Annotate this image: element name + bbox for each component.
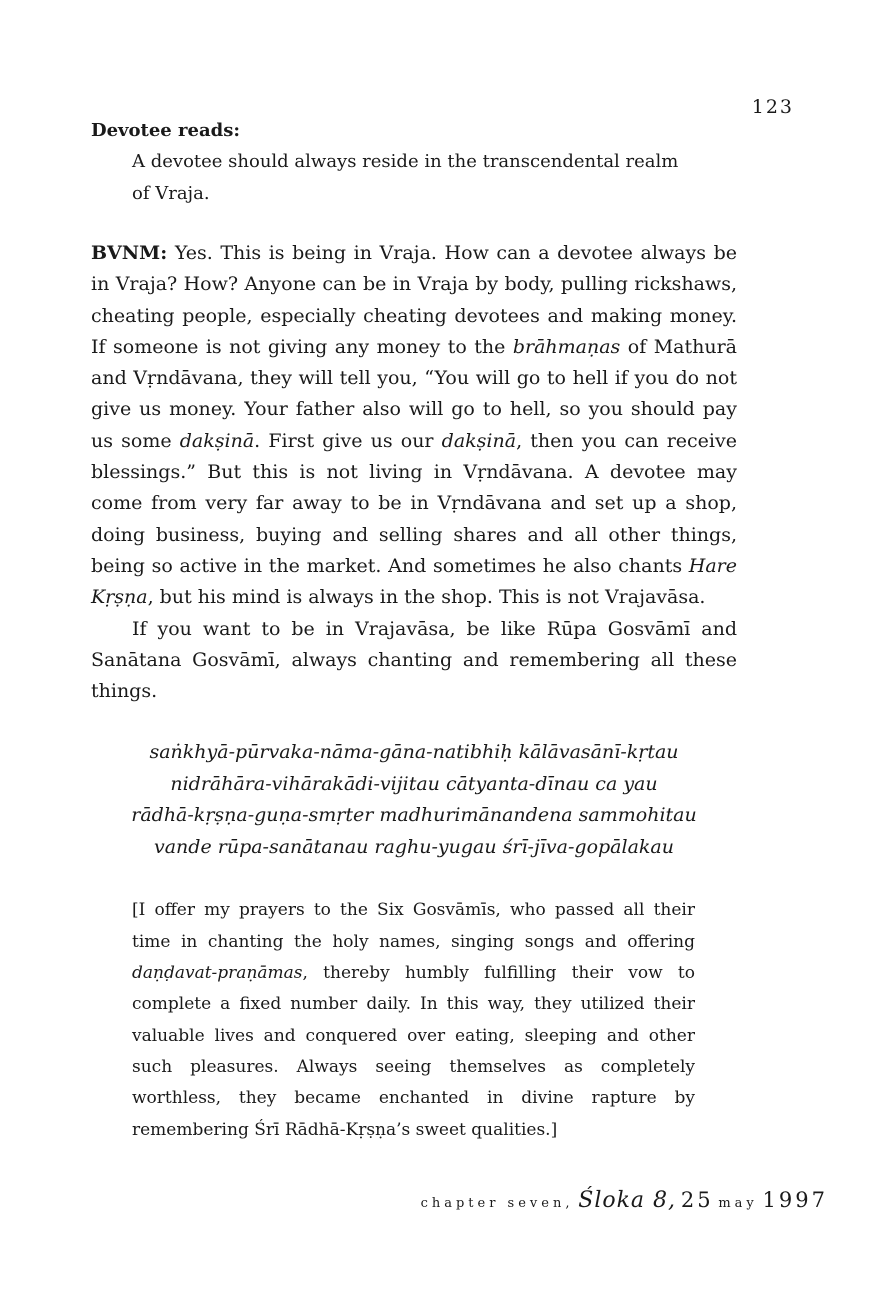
footer-sloka: Śloka 8, — [578, 1188, 677, 1213]
italic-term: brāhmaṇas — [512, 335, 621, 358]
main-text — [91, 238, 737, 707]
paragraph-text: of Mathurā and Vṛndāvana, they will tell you, “You will go to hell if you do not give us money. Your father also will go to hell, so you should pay us some — [91, 335, 737, 452]
verse-translation — [132, 895, 695, 1145]
paragraph-text: Yes. This is being in Vraja. How can a devotee always be in Vraja? How? Anyone can be in Vraja by body, pulling rickshaws, cheating people, especially cheating devotees and making money. If someone is not giving any money to the — [91, 242, 737, 358]
devotee-quote-line-1: A devotee should always reside in the transcendental realm — [132, 151, 679, 172]
devotee-quote-line-2: of Vraja. — [132, 183, 210, 204]
paragraph-text: , then you can receive blessings.” But this is not living in Vṛndāvana. A devotee may come from very far away to be in Vṛndāvana and set up a shop, doing business, buying and selling shares and all other things, being so active in the market. And sometimes he also chants — [91, 429, 737, 577]
italic-term: daṇḍavat-praṇāmas — [132, 963, 303, 984]
speaker-label: BVNM: — [91, 242, 168, 264]
footer-month: may — [718, 1196, 758, 1211]
paragraph-text: , but his mind is always in the shop. This is not Vrajavāsa. — [147, 586, 706, 609]
verse-line: vande rūpa-sanātanau raghu-yugau śrī-jīva-gopālakau — [154, 835, 674, 858]
page-number: 123 — [751, 96, 794, 118]
devotee-reads-heading: Devotee reads: — [91, 120, 240, 141]
verse-line: saṅkhyā-pūrvaka-nāma-gāna-natibhiḥ kālāvasānī-kṛtau — [149, 741, 679, 764]
sanskrit-verse — [91, 737, 737, 863]
italic-term: dakṣinā — [441, 429, 517, 452]
devotee-quote — [132, 146, 737, 210]
running-footer — [421, 1188, 828, 1213]
paragraph-vrajavasa: If you want to be in Vrajavāsa, be like Rūpa Gosvāmī and Sanātana Gosvāmī, always chanting and remembering all these things. — [91, 617, 737, 703]
verse-line: rādhā-kṛṣṇa-guṇa-smṛter madhurimānandena sammohitau — [131, 804, 697, 827]
paragraph-bvnm — [91, 238, 737, 614]
verse-line: nidrāhāra-vihārakādi-vijitau cātyanta-dīnau ca yau — [170, 772, 658, 795]
footer-year: 1997 — [762, 1188, 828, 1212]
footer-day: 25 — [680, 1188, 714, 1212]
translation-text: , thereby humbly fulfilling their vow to complete a fixed number daily. In this way, they utilized their valuable lives and conquered over eating, sleeping and other such pleasures. Always seeing themselves as completely worthless, they became enchanted in divine rapture by remembering Śrī Rādhā-Kṛṣṇa’s sweet qualities.] — [132, 963, 695, 1140]
italic-term: Hare Kṛṣṇa — [91, 554, 737, 609]
paragraph-text: . First give us our — [254, 429, 442, 452]
translation-text: [I offer my prayers to the Six Gosvāmīs, who passed all their time in chanting the holy names, singing songs and offering — [132, 900, 695, 952]
footer-chapter: chapter seven, — [420, 1196, 574, 1211]
italic-term: dakṣinā — [179, 429, 255, 452]
page-body — [91, 116, 737, 1146]
